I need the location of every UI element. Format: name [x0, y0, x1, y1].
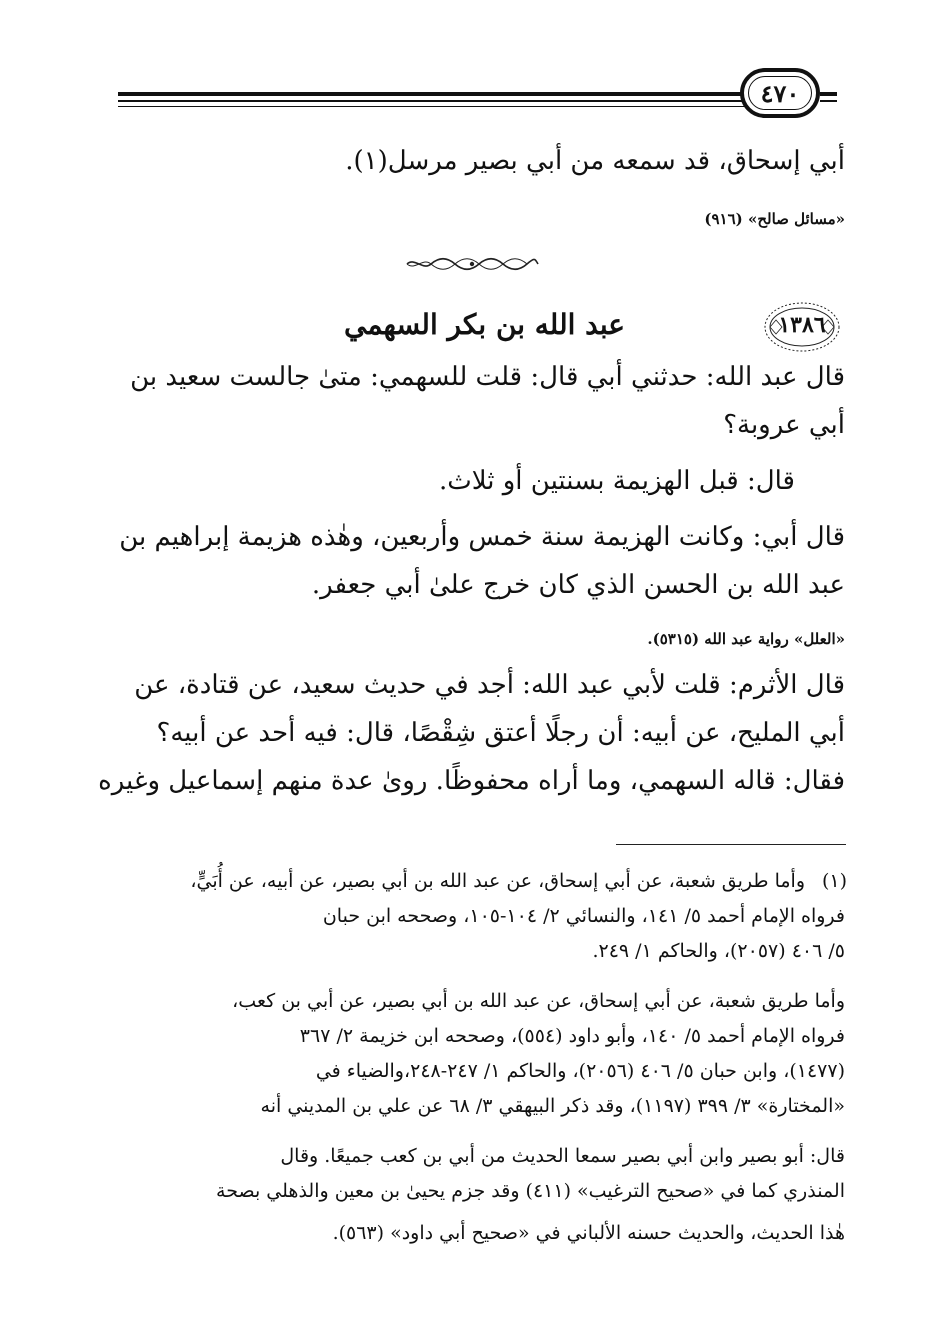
body-line: عبد الله بن الحسن الذي كان خرج علىٰ أبي جعفر. [311, 570, 845, 600]
entry-number: ١٣٨٦ [778, 312, 826, 338]
body-line: قال عبد الله: حدثني أبي قال: قلت للسهمي: متىٰ جالست سعيد بن [130, 362, 845, 392]
body-line: قال: قبل الهزيمة بسنتين أو ثلاث. [438, 466, 795, 496]
page-number: ٤٧٠ [760, 78, 800, 108]
entry-number-badge [762, 300, 842, 354]
footnote-line: (١٤٧٧)، وابن حبان ٥/ ٤٠٦ (٢٠٥٦)، والحاكم ١/ ٢٤٧-٢٤٨،والضياء في [315, 1060, 845, 1082]
footnote-line: قال: أبو بصير وابن أبي بصير سمعا الحديث من أبي بن كعب جميعًا. وقال [280, 1145, 845, 1167]
footnote-line: ٥/ ٤٠٦ (٢٠٥٧)، والحاكم ١/ ٢٤٩. [592, 940, 845, 962]
source-citation: «مسائل صالح» (٩١٦) [704, 210, 845, 228]
header-rule [118, 100, 745, 102]
body-line: قال الأثرم: قلت لأبي عبد الله: أجد في حديث سعيد، عن قتادة، عن [134, 670, 845, 700]
body-line: فقال: قاله السهمي، وما أراه محفوظًا. روىٰ عدة منهم إسماعيل وغيره [98, 766, 845, 796]
body-line: أبي المليح، عن أبيه: أن رجلًا أعتق شِقْصًا، قال: فيه أحد عن أبيه؟ [156, 718, 845, 748]
body-line: قال أبي: وكانت الهزيمة سنة خمس وأربعين، وهٰذه هزيمة إبراهيم بن [119, 522, 845, 552]
footnote-line: فرواه الإمام أحمد ٥/ ١٤١، والنسائي ٢/ ١٠٤-١٠٥، وصححه ابن حبان [322, 905, 845, 927]
footnote-line: وأما طريق شعبة، عن أبي إسحاق، عن عبد الله بن أبي بصير، عن أبي بن كعب، [232, 990, 845, 1012]
footnote-line: المنذري كما في «صحيح الترغيب» (٤١١) وقد جزم يحيىٰ بن معين والذهلي بصحة [216, 1180, 845, 1202]
footnote-marker: (١) [821, 870, 847, 892]
header-rule [820, 100, 837, 102]
source-citation: «العلل» رواية عبد الله (٥٣١٥). [647, 630, 845, 648]
footnote-line: «المختارة» ٣/ ٣٩٩ (١١٩٧)، وقد ذكر البيهقي ٣/ ٦٨ عن علي بن المديني أنه [260, 1095, 845, 1117]
entry-title: عبد الله بن بكر السهمي [344, 308, 625, 341]
body-line: أبي عروبة؟ [723, 410, 845, 440]
page-number-badge [740, 68, 820, 118]
footnote-separator [616, 844, 846, 845]
ornament-divider [405, 255, 540, 273]
header-rule [820, 92, 837, 96]
continuation-line: أبي إسحاق، قد سمعه من أبي بصير مرسل(١). [345, 146, 845, 176]
footnote-line: فرواه الإمام أحمد ٥/ ١٤٠، وأبو داود (٥٥٤)، وصححه ابن خزيمة ٢/ ٣٦٧ [299, 1025, 845, 1047]
footnote-line: وأما طريق شعبة، عن أبي إسحاق، عن عبد الله بن أبي بصير، عن أبيه، عن أُبَيٍّ، [190, 870, 805, 892]
header-rule [118, 106, 745, 107]
footnote-line: هٰذا الحديث، والحديث حسنه الألباني في «صحيح أبي داود» (٥٦٣). [332, 1222, 845, 1244]
header-rule [118, 92, 745, 96]
